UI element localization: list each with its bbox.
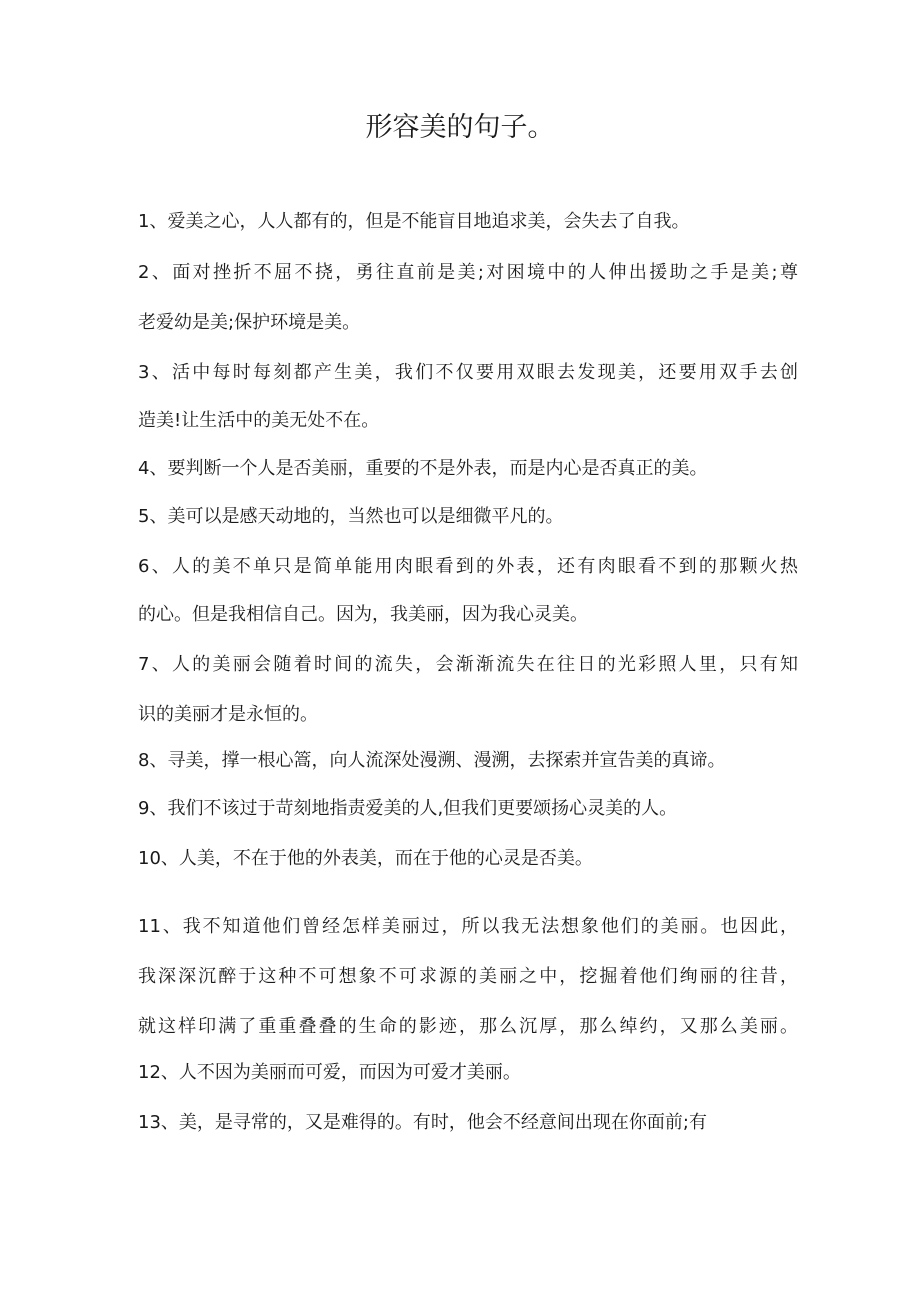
paragraph-line: 10、人美，不在于他的外表美，而在于他的心灵是否美。	[138, 848, 593, 869]
paragraph-line: 识的美丽才是永恒的。	[138, 704, 318, 725]
paragraph-line: 我深深沉醉于这种不可想象不可求源的美丽之中，挖掘着他们绚丽的往昔，	[138, 966, 798, 987]
paragraph-line: 就这样印满了重重叠叠的生命的影迹，那么沉厚，那么绰约，又那么美丽。	[138, 1016, 798, 1037]
paragraph-line: 4、要判断一个人是否美丽，重要的不是外表，而是内心是否真正的美。	[138, 458, 708, 479]
paragraph-line: 造美!让生活中的美无处不在。	[138, 410, 380, 431]
paragraph-line: 13、美，是寻常的，又是难得的。有时，他会不经意间出现在你面前;有	[138, 1112, 707, 1133]
paragraph-line: 1、爱美之心，人人都有的，但是不能盲目地追求美，会失去了自我。	[138, 211, 690, 232]
paragraph-line: 6、人的美不单只是简单能用肉眼看到的外表，还有肉眼看不到的那颗火热	[138, 556, 798, 577]
paragraph-line: 3、活中每时每刻都产生美，我们不仅要用双眼去发现美，还要用双手去创	[138, 362, 798, 383]
document-title: 形容美的句子。	[365, 112, 555, 143]
paragraph-line: 老爱幼是美;保护环境是美。	[138, 312, 361, 333]
paragraph-line: 12、人不因为美丽而可爱，而因为可爱才美丽。	[138, 1062, 521, 1083]
paragraph-line: 8、寻美，撑一根心篙，向人流深处漫溯、漫溯，去探索并宣告美的真谛。	[138, 750, 726, 771]
paragraph-line: 5、美可以是感天动地的，当然也可以是细微平凡的。	[138, 506, 564, 527]
paragraph-line: 11、我不知道他们曾经怎样美丽过，所以我无法想象他们的美丽。也因此，	[138, 916, 798, 937]
paragraph-line: 7、人的美丽会随着时间的流失，会渐渐流失在往日的光彩照人里，只有知	[138, 654, 798, 675]
paragraph-line: 9、我们不该过于苛刻地指责爱美的人,但我们更要颂扬心灵美的人。	[138, 798, 678, 819]
paragraph-line: 2、面对挫折不屈不挠，勇往直前是美;对困境中的人伸出援助之手是美;尊	[138, 262, 798, 283]
paragraph-line: 的心。但是我相信自己。因为，我美丽，因为我心灵美。	[138, 604, 588, 625]
